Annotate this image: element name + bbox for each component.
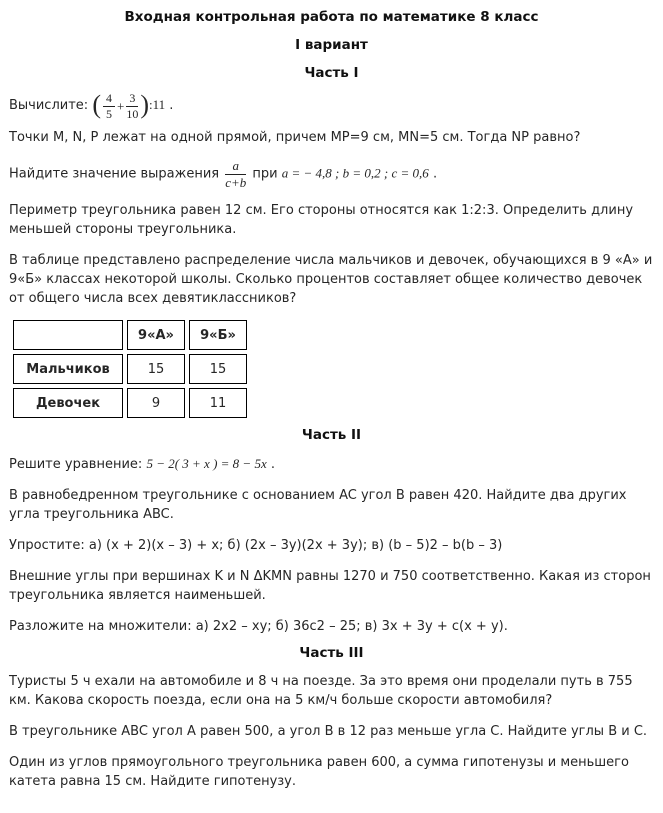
girls-9b-value: 11 <box>189 388 247 418</box>
equation-formula: 5 − 2( 3 + x ) = 8 − 5x <box>146 456 267 472</box>
part1-heading: Часть I <box>304 65 359 81</box>
compute-label: Вычислите: <box>9 98 89 114</box>
period: . <box>169 98 174 114</box>
table-header-9b: 9«Б» <box>189 320 247 350</box>
fraction-3-10: $\frac{3}{10}$ <box>126 91 139 121</box>
expression-values: a = − 4,8 ; b = 0,2 ; c = 0,6 <box>281 165 429 181</box>
doc-title: Входная контрольная работа по математике 8 класс <box>124 9 539 25</box>
problem-isosceles-triangle: В равнобедренном треугольнике с основанием AC угол B равен 420. Найдите два других угла треугольника ABC. <box>9 488 627 523</box>
close-paren: ) <box>140 89 149 119</box>
problem-triangle-angles: В треугольнике ABC угол A равен 500, а угол B в 12 раз меньше угла C. Найдите углы B и C. <box>9 724 648 740</box>
expression-text-before: Найдите значение выражения <box>9 166 220 182</box>
plus-sign: + <box>116 98 125 114</box>
expression-text-mid: при <box>252 166 278 182</box>
row-label-boys: Мальчиков <box>13 354 123 384</box>
problem-exterior-angles: Внешние углы при вершинах K и N ΔKMN равны 1270 и 750 соответственно. Какая из сторон треугольника является наименьшей. <box>9 569 651 604</box>
table-header-row <box>13 320 247 350</box>
compute-formula <box>92 89 166 121</box>
problem-simplify: Упростите: а) (x + 2)(x – 3) + x; б) (2x – 3y)(2x + 3y); в) (b – 5)2 – b(b – 3) <box>9 538 503 554</box>
fraction-a-over-c-plus-b: $\frac{a}{c+b}$ <box>225 158 247 190</box>
problem-equation <box>9 454 654 474</box>
girls-9a-value: 9 <box>127 388 185 418</box>
row-label-girls: Девочек <box>13 388 123 418</box>
table-corner-cell <box>13 320 123 350</box>
period: . <box>270 457 276 473</box>
divide-by-11: :11 <box>149 97 166 113</box>
problem-compute <box>9 89 654 121</box>
problem-points-on-line: Точки M, N, P лежат на одной прямой, причем MP=9 см, MN=5 см. Тогда NP равно? <box>9 130 581 146</box>
problem-expression-value <box>9 159 654 189</box>
boys-9b-value: 15 <box>189 354 247 384</box>
variant-heading: I вариант <box>295 37 368 53</box>
boys-9a-value: 15 <box>127 354 185 384</box>
problem-right-triangle-hypotenuse: Один из углов прямоугольного треугольника равен 600, а сумма гипотенузы и меньшего катета равна 15 см. Найдите гипотенузу. <box>9 755 629 790</box>
part2-heading: Часть II <box>301 427 362 444</box>
open-paren: ( <box>92 89 101 119</box>
problem-table-intro: В таблице представлено распределение числа мальчиков и девочек, обучающихся в 9 «А» и 9«Б» классах некоторой школы. Сколько процентов составляет общее количество девочек от общего числа всех девятиклассников? <box>9 253 653 307</box>
class-distribution-table <box>9 316 251 422</box>
part3-heading: Часть III <box>299 645 364 662</box>
problem-factorize: Разложите на множители: а) 2x2 – xy; б) 36c2 – 25; в) 3x + 3y + c(x + y). <box>9 619 508 635</box>
period: . <box>432 166 438 182</box>
table-row-girls <box>13 388 247 418</box>
table-header-9a: 9«А» <box>127 320 185 350</box>
problem-perimeter: Периметр треугольника равен 12 см. Его стороны относятся как 1:2:3. Определить длину меньшей стороны треугольника. <box>9 203 634 238</box>
fraction-4-5: $\frac{4}{5}$ <box>103 92 115 120</box>
equation-label: Решите уравнение: <box>9 457 143 473</box>
table-row-boys <box>13 354 247 384</box>
problem-tourists-speed: Туристы 5 ч ехали на автомобиле и 8 ч на поезде. За это время они проделали путь в 755 км. Какова скорость поезда, если она на 5 км/ч больше скорости автомобиля? <box>9 674 633 709</box>
